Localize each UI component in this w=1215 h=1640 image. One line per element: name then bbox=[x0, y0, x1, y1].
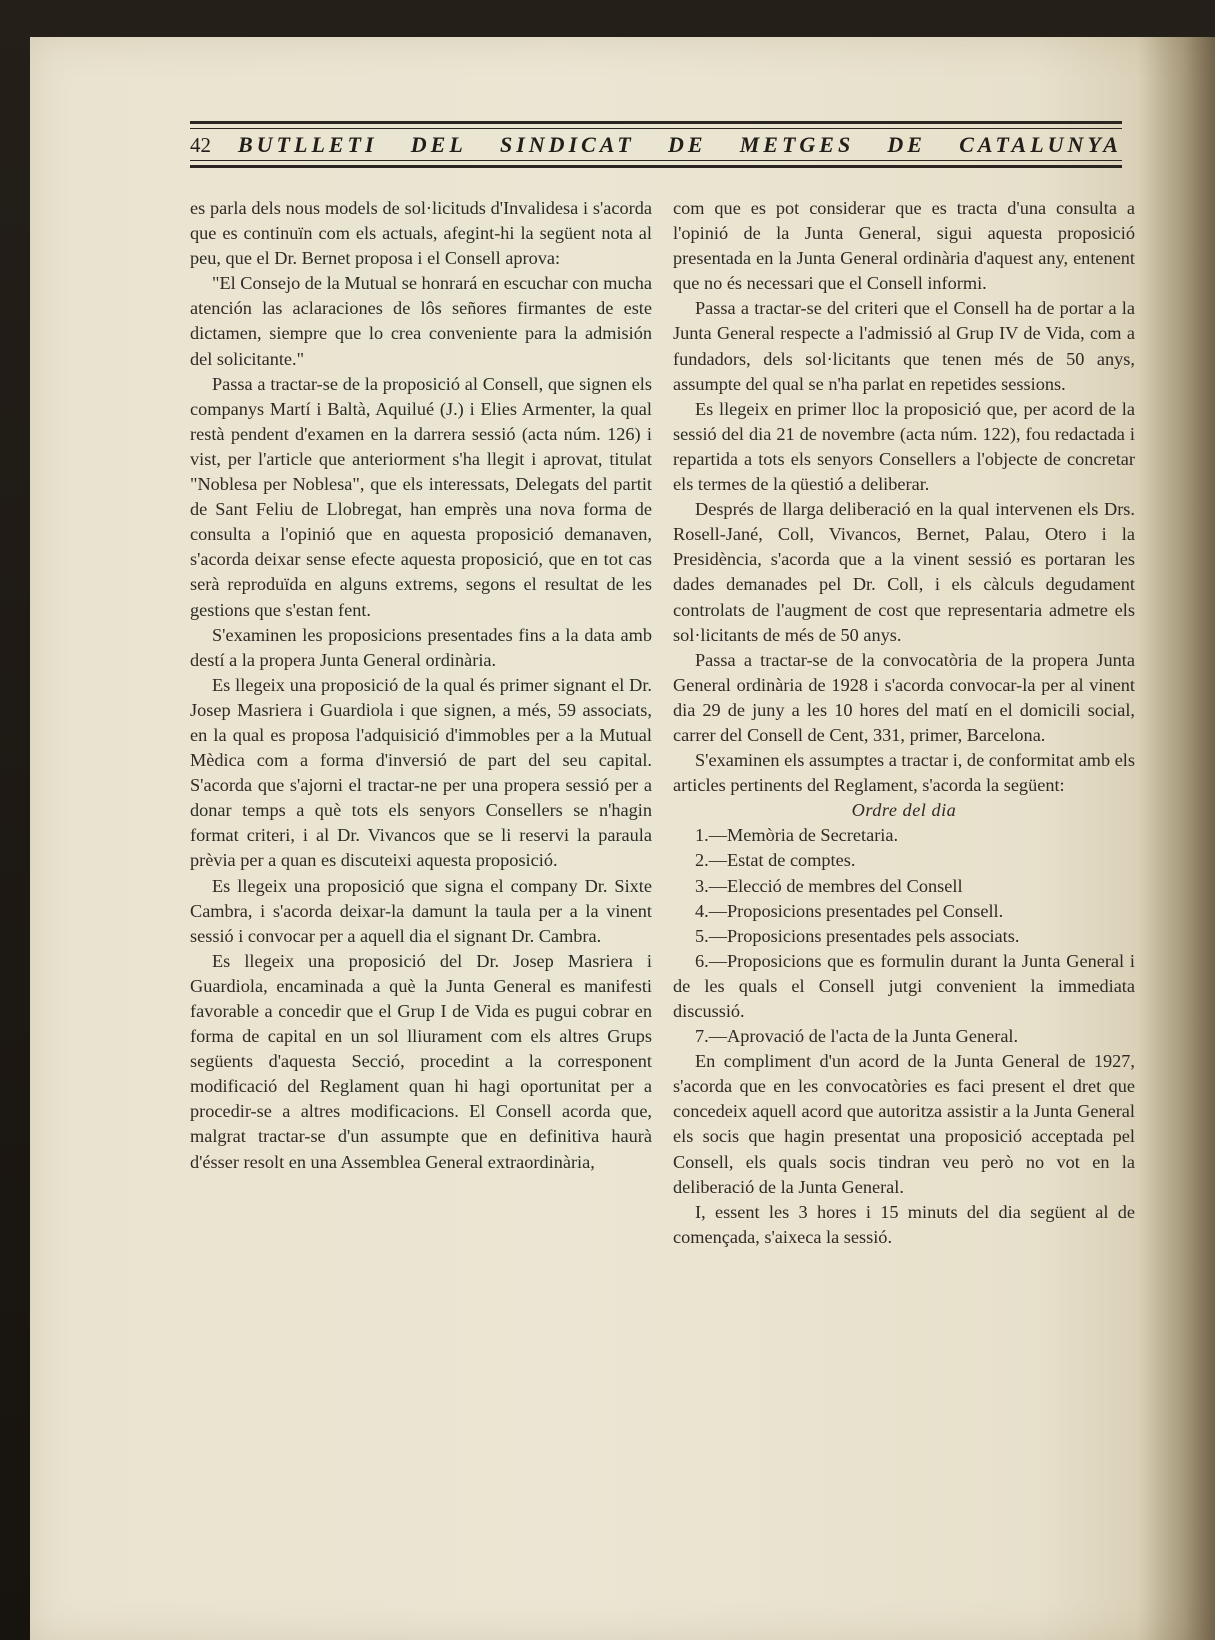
header-rule-bottom-thick bbox=[190, 165, 1122, 168]
agenda-item: 7.—Aprovació de l'acta de la Junta General. bbox=[695, 1026, 1019, 1047]
journal-title bbox=[238, 132, 1122, 158]
header-rule-top-thin bbox=[190, 128, 1122, 129]
paragraph: En compliment d'un acord de la Junta General de 1927, s'acorda que en les convocatòries es faci present el dret que concedeix aquell acord que autoritza assistir a la Junta General els socis que hagin presentat una proposició acceptada pel Consell, els quals socis tindran veu però no vot en la deliberació de la Junta General. bbox=[673, 1051, 1135, 1197]
agenda-item: 1.—Memòria de Secretaria. bbox=[695, 825, 899, 846]
paragraph: S'examinen les proposicions presentades fins a la data amb destí a la propera Junta General ordinària. bbox=[190, 624, 652, 670]
paragraph: Després de llarga deliberació en la qual intervenen els Drs. Rosell-Jané, Coll, Vivancos, Bernet, Palau, Otero i la Presidència, s'acorda que a la vinent sessió es portaran les dades demanades pel Dr. Coll, i els càlculs degudament controlats de l'augment de cost que representaria admetre els sol·licitants de més de 50 anys. bbox=[673, 499, 1135, 645]
paragraph: Es llegeix una proposició de la qual és primer signant el Dr. Josep Masriera i Guardiola i que signen, a més, 59 associats, en la qual es proposa l'adquisició d'immobles per a la Mutual Mèdica com a forma d'inversió de part del seu capital. S'acorda que s'ajorni el tractar-ne per una propera sessió per a donar temps a què tots els senyors Consellers se n'hagin format criteri, i al Dr. Vivancos que se li reservi la paraula prèvia per a quan es discuteixi aquesta proposició. bbox=[190, 674, 652, 871]
title-word: DE bbox=[887, 132, 926, 157]
left-column bbox=[190, 196, 652, 1175]
agenda-item: 5.—Proposicions presentades pels associats. bbox=[695, 925, 1020, 946]
page-number: 42 bbox=[190, 132, 211, 157]
title-word: BUTLLETI bbox=[238, 132, 378, 157]
agenda-heading: Ordre del dia bbox=[851, 800, 957, 821]
paragraph: Es llegeix una proposició del Dr. Josep Masriera i Guardiola, encaminada a què la Junta General es manifesti favorable a concedir que el Grup I de Vida es pugui cobrar en forma de capital en un sol lliurament com els altres Grups següents d'aquesta Secció, procedint a la corresponent modificació del Reglament quan hi hagi oportunitat per a procedir-se a altres modificacions. El Consell acorda que, malgrat tractar-se d'un assumpte que en definitiva haurà d'ésser resolt en una Assemblea General extraordinària, bbox=[190, 950, 652, 1172]
title-word: SINDICAT bbox=[500, 132, 635, 157]
title-word: DEL bbox=[410, 132, 467, 157]
paragraph: S'examinen els assumptes a tractar i, de conformitat amb els articles pertinents del Reglament, s'acorda la següent: bbox=[673, 750, 1135, 796]
paragraph: es parla dels nous models de sol·licituds d'Invalidesa i s'acorda que es continuïn com els actuals, afegint-hi la següent nota al peu, que el Dr. Bernet proposa i el Consell aprova: bbox=[190, 198, 652, 269]
paragraph: Es llegeix en primer lloc la proposició que, per acord de la sessió del dia 21 de novembre (acta núm. 122), fou redactada i repartida a tots els senyors Consellers a l'objecte de concretar els termes de la qüestió a deliberar. bbox=[673, 398, 1135, 495]
paragraph: Passa a tractar-se de la proposició al Consell, que signen els companys Martí i Baltà, Aquilué (J.) i Elies Armenter, la qual restà pendent d'examen en la darrera sessió (acta núm. 126) i vist, per l'article que anteriorment s'ha llegit i aprovat, titulat "Noblesa per Noblesa", que els interessats, Delegats del partit de Sant Feliu de Llobregat, han emprès una nova forma de consulta a l'opinió que en aquesta proposició demanaven, s'acorda deixar sense efecte aquesta proposició, que en tot cas serà reproduïda en alguns extrems, segons el resultat de les gestions que s'estan fent. bbox=[190, 373, 652, 620]
paragraph: Es llegeix una proposició que signa el company Dr. Sixte Cambra, i s'acorda deixar-la damunt la taula per a la vinent sessió i convocar per a aquell dia el signant Dr. Cambra. bbox=[190, 875, 652, 946]
quoted-note: "El Consejo de la Mutual se honrará en escuchar con mucha atención las aclaraciones de lôs señores firmantes de este dictamen, siempre que lo crea conveniente para la admisión del solicitante." bbox=[190, 273, 652, 369]
paragraph: Passa a tractar-se del criteri que el Consell ha de portar a la Junta General respecte a l'admissió al Grup IV de Vida, com a fundadors, dels sol·licitants que tenen més de 50 anys, assumpte del qual se n'ha parlat en repetides sessions. bbox=[673, 298, 1135, 394]
agenda-item: 4.—Proposicions presentades pel Consell. bbox=[695, 900, 1004, 921]
title-word: CATALUNYA bbox=[959, 132, 1122, 157]
agenda-item: 6.—Proposicions que es formulin durant la Junta General i de les quals el Consell jutgi convenient la immediata discussió. bbox=[673, 950, 1135, 1021]
title-word: DE bbox=[667, 132, 707, 157]
header-rule-top-thick bbox=[190, 121, 1122, 124]
agenda-item: 3.—Elecció de membres del Consell bbox=[695, 875, 963, 896]
title-word: METGES bbox=[739, 132, 855, 157]
header-rule-bottom-thin bbox=[190, 160, 1122, 161]
paragraph: com que es pot considerar que es tracta d'una consulta a l'opinió de la Junta General, sigui aquesta proposició presentada en la Junta General ordinària d'aquest any, entenent que no és necessari que el Consell informi. bbox=[673, 198, 1135, 294]
agenda-item: 2.—Estat de comptes. bbox=[695, 850, 856, 871]
page-binding-shadow bbox=[1137, 37, 1215, 1640]
closing-paragraph: I, essent les 3 hores i 15 minuts del dia següent al de començada, s'aixeca la sessió. bbox=[673, 1201, 1135, 1247]
paragraph: Passa a tractar-se de la convocatòria de la propera Junta General ordinària de 1928 i s'acorda convocar-la per al vinent dia 29 de juny a les 10 hores del matí en el domicili social, carrer del Consell de Cent, 331, primer, Barcelona. bbox=[673, 649, 1135, 745]
running-header bbox=[190, 130, 1122, 160]
right-column bbox=[673, 196, 1135, 1250]
